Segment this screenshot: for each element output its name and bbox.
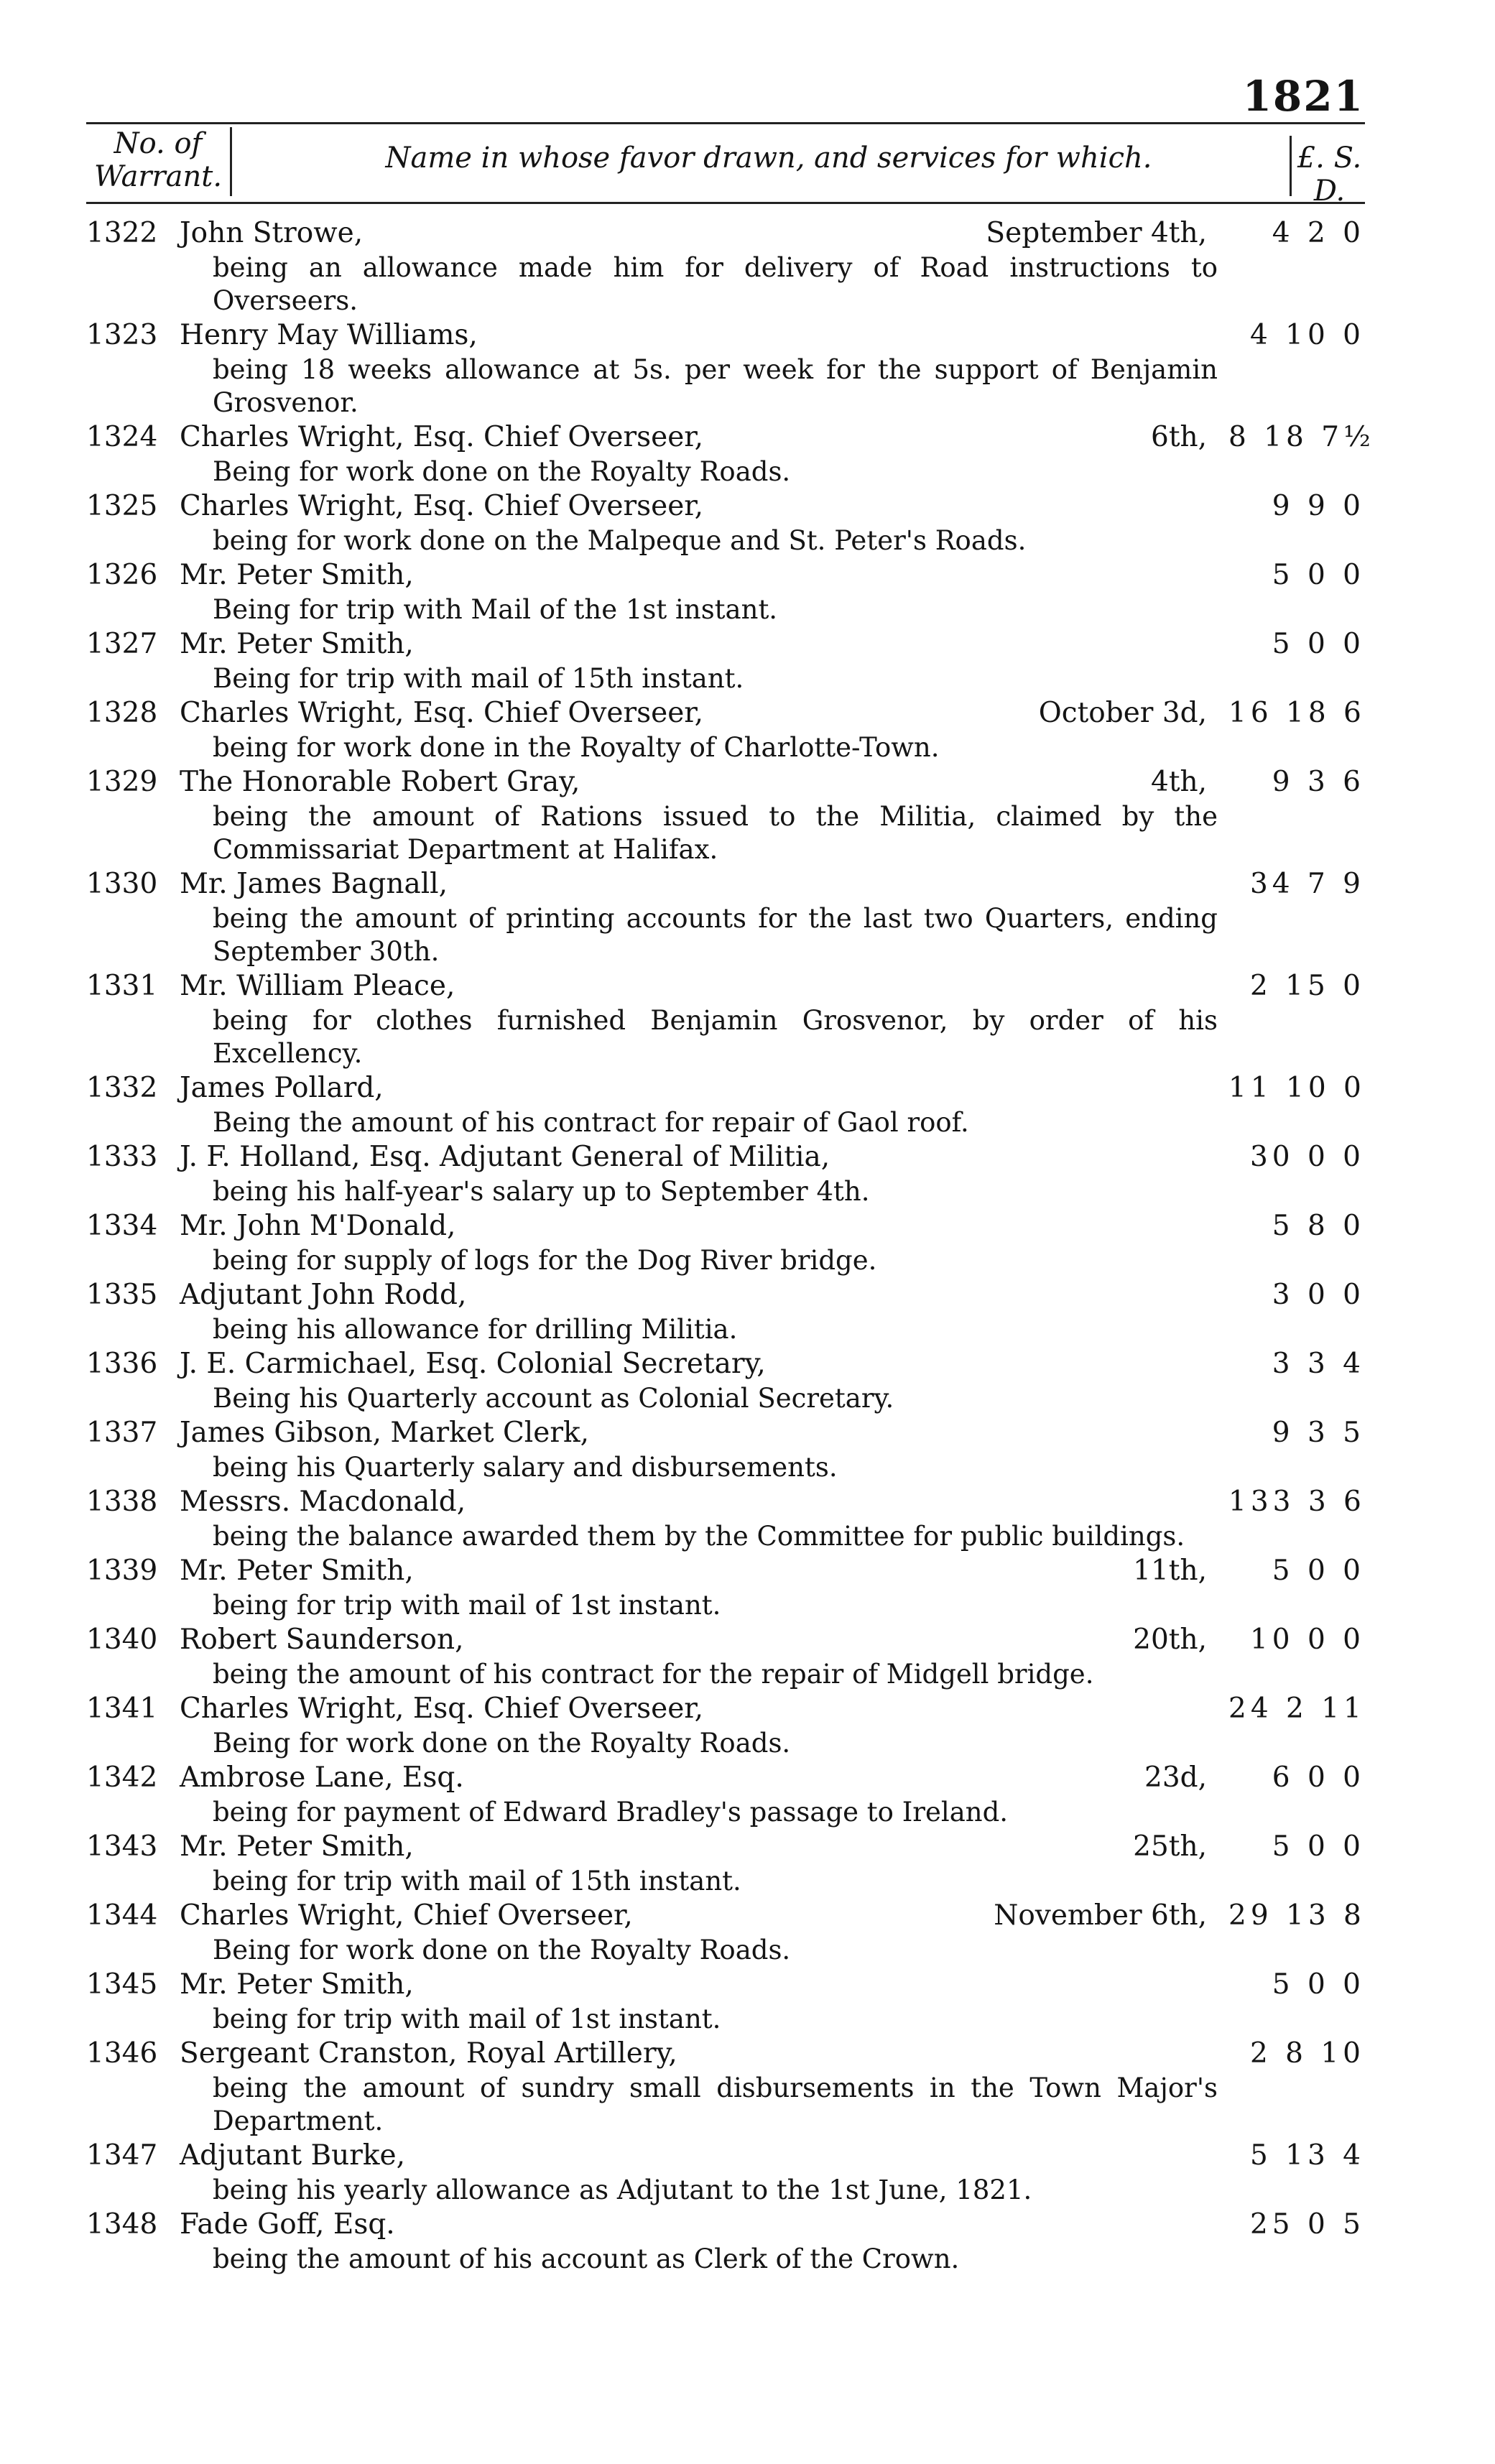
- warrant-date: September 4th,: [986, 217, 1207, 249]
- service-description: being his Quarterly salary and disbursements.: [213, 1452, 838, 1483]
- warrant-amount: 25 0 5: [1249, 2208, 1365, 2241]
- warrant-entry-line: [86, 2138, 1365, 2174]
- warrant-amount: 3 0 0: [1272, 1279, 1365, 1311]
- warrant-entry-line: [86, 2207, 1365, 2243]
- warrant-entry-line: [86, 1898, 1365, 1934]
- warrant-column-header: [86, 127, 232, 196]
- service-description: being for trip with mail of 1st instant.: [213, 1590, 721, 1621]
- service-description: being the amount of sundry small disbursements in the Town Major's Department.: [213, 2072, 1218, 2136]
- payee-name: J. E. Carmichael, Esq. Colonial Secretary,: [180, 1348, 766, 1380]
- warrant-entry-line: [86, 318, 1365, 353]
- warrant-entry: [86, 1898, 1365, 1967]
- warrant-entry: [86, 1691, 1365, 1760]
- warrant-amount: 24 2 11: [1228, 1692, 1366, 1725]
- warrant-number: 1341: [86, 1692, 158, 1725]
- warrant-date: 23d,: [1144, 1761, 1207, 1794]
- warrant-number: 1326: [86, 559, 158, 591]
- warrant-number: 1338: [86, 1486, 158, 1518]
- warrant-number: 1339: [86, 1555, 158, 1587]
- service-description: being for clothes furnished Benjamin Grosvenor, by order of his Excellency.: [213, 1005, 1218, 1069]
- warrant-number: 1345: [86, 1968, 158, 2001]
- warrant-number: 1333: [86, 1141, 158, 1173]
- lsd-column-header: £. S. D.: [1290, 136, 1367, 196]
- service-description: Being for trip with Mail of the 1st instant.: [213, 594, 778, 625]
- warrant-header-line2: Warrant.: [93, 160, 223, 193]
- payee-name: Henry May Williams,: [180, 319, 478, 351]
- service-description: being for work done in the Royalty of Charlotte-Town.: [213, 732, 940, 763]
- warrant-amount: 2 15 0: [1249, 970, 1365, 1002]
- warrant-entry: [86, 216, 1365, 318]
- service-description: being his half-year's salary up to September 4th.: [213, 1176, 870, 1207]
- payee-name: Ambrose Lane, Esq.: [180, 1761, 464, 1794]
- payee-name: Charles Wright, Esq. Chief Overseer,: [180, 421, 704, 453]
- service-description: being the amount of his contract for the repair of Midgell bridge.: [213, 1659, 1094, 1690]
- warrant-amount: 3 3 4: [1272, 1348, 1365, 1380]
- warrant-entry: [86, 1139, 1365, 1208]
- warrant-entry: [86, 1208, 1365, 1277]
- warrant-entry-line: [86, 216, 1365, 251]
- payee-name: Charles Wright, Esq. Chief Overseer,: [180, 1692, 704, 1725]
- warrant-amount: 5 8 0: [1272, 1210, 1365, 1242]
- warrant-date: 25th,: [1133, 1830, 1207, 1863]
- warrant-number: 1340: [86, 1624, 158, 1656]
- warrant-entry-line: [86, 695, 1365, 731]
- payee-name: Charles Wright, Chief Overseer,: [180, 1899, 633, 1932]
- warrant-date: October 3d,: [1038, 697, 1207, 729]
- warrant-entry-line: [86, 2036, 1365, 2072]
- warrant-amount: 5 0 0: [1272, 1555, 1365, 1587]
- warrant-amount: 5 0 0: [1272, 628, 1365, 660]
- warrant-entry: [86, 2036, 1365, 2138]
- service-description: being for payment of Edward Bradley's passage to Ireland.: [213, 1797, 1009, 1828]
- warrant-amount: 5 0 0: [1272, 559, 1365, 591]
- warrant-entry: [86, 488, 1365, 557]
- service-description: being his yearly allowance as Adjutant to the 1st June, 1821.: [213, 2174, 1032, 2205]
- warrant-number: 1331: [86, 970, 158, 1002]
- warrant-entry: [86, 557, 1365, 626]
- warrant-amount: 2 8 10: [1249, 2037, 1365, 2070]
- warrant-amount: 4 2 0: [1272, 217, 1365, 249]
- warrant-number: 1327: [86, 628, 158, 660]
- payee-name: Adjutant Burke,: [180, 2139, 405, 2172]
- warrant-entry: [86, 866, 1365, 968]
- warrant-entry: [86, 318, 1365, 420]
- payee-name: Mr. James Bagnall,: [180, 868, 448, 900]
- warrant-entry: [86, 2138, 1365, 2207]
- warrant-number: 1323: [86, 319, 158, 351]
- warrant-amount: 5 0 0: [1272, 1830, 1365, 1863]
- warrant-amount: 29 13 8: [1228, 1899, 1366, 1932]
- warrant-amount: 5 13 4: [1249, 2139, 1365, 2172]
- warrant-entry-line: [86, 1967, 1365, 2003]
- warrant-amount: 5 0 0: [1272, 1968, 1365, 2001]
- payee-name: James Gibson, Market Clerk,: [180, 1417, 590, 1449]
- payee-name: Sergeant Cranston, Royal Artillery,: [180, 2037, 677, 2070]
- payee-name: J. F. Holland, Esq. Adjutant General of Militia,: [180, 1141, 830, 1173]
- warrant-number: 1325: [86, 490, 158, 522]
- warrant-number: 1328: [86, 697, 158, 729]
- warrant-entry-line: [86, 1484, 1365, 1520]
- warrant-entry-line: [86, 1760, 1365, 1796]
- payee-name: Messrs. Macdonald,: [180, 1486, 466, 1518]
- warrant-amount: 34 7 9: [1249, 868, 1365, 900]
- payee-name: Mr. John M'Donald,: [180, 1210, 456, 1242]
- payee-name: Robert Saunderson,: [180, 1624, 464, 1656]
- service-description: being for trip with mail of 1st instant.: [213, 2004, 721, 2034]
- warrant-entry-line: [86, 420, 1375, 455]
- warrant-entry-line: [86, 1139, 1365, 1175]
- warrant-entry-line: [86, 1346, 1365, 1382]
- warrant-entry-line: [86, 968, 1365, 1004]
- warrant-entry-line: [86, 1553, 1365, 1589]
- warrant-entry-line: [86, 1070, 1365, 1106]
- warrant-entry: [86, 1070, 1365, 1139]
- service-description: Being for work done on the Royalty Roads.: [213, 1728, 791, 1759]
- warrant-number: 1343: [86, 1830, 158, 1863]
- warrant-amount: 133 3 6: [1228, 1486, 1366, 1518]
- warrant-number: 1344: [86, 1899, 158, 1932]
- warrant-entry-line: [86, 1691, 1365, 1727]
- payee-name: Mr. Peter Smith,: [180, 1968, 414, 2001]
- payee-name: Mr. Peter Smith,: [180, 628, 414, 660]
- payee-name: John Strowe,: [180, 217, 364, 249]
- service-description: being the balance awarded them by the Committee for public buildings.: [213, 1521, 1185, 1552]
- warrant-date: November 6th,: [994, 1899, 1207, 1932]
- service-description: being the amount of Rations issued to the Militia, claimed by the Commissariat Department at Halifax.: [213, 801, 1218, 865]
- service-description: Being for work done on the Royalty Roads.: [213, 456, 791, 487]
- warrant-date: 4th,: [1151, 766, 1207, 798]
- warrant-list: [86, 216, 1375, 2276]
- warrant-entry: [86, 1553, 1365, 1622]
- payee-name: Mr. William Pleace,: [180, 970, 455, 1002]
- warrant-entry: [86, 1622, 1365, 1691]
- warrant-entry: [86, 420, 1375, 488]
- warrant-entry: [86, 2207, 1365, 2276]
- warrant-number: 1332: [86, 1072, 158, 1104]
- payee-name: Mr. Peter Smith,: [180, 1830, 414, 1863]
- warrant-entry: [86, 764, 1365, 866]
- payee-name: Adjutant John Rodd,: [180, 1279, 467, 1311]
- payee-name: Fade Goff, Esq.: [180, 2208, 395, 2241]
- warrant-header-line1: No. of: [114, 127, 203, 160]
- service-description: being for trip with mail of 15th instant.: [213, 1866, 741, 1896]
- warrant-number: 1346: [86, 2037, 158, 2070]
- service-description: being 18 weeks allowance at 5s. per week for the support of Benjamin Grosvenor.: [213, 354, 1218, 418]
- warrant-date: 20th,: [1133, 1624, 1207, 1656]
- warrant-number: 1335: [86, 1279, 158, 1311]
- service-description: Being his Quarterly account as Colonial Secretary.: [213, 1383, 894, 1414]
- warrant-entry: [86, 1760, 1365, 1829]
- warrant-number: 1322: [86, 217, 158, 249]
- warrant-number: 1348: [86, 2208, 158, 2241]
- warrant-number: 1329: [86, 766, 158, 798]
- warrant-entry-line: [86, 1622, 1365, 1658]
- service-description: being an allowance made him for delivery of Road instructions to Overseers.: [213, 252, 1218, 316]
- service-description: being for work done on the Malpeque and St. Peter's Roads.: [213, 525, 1027, 556]
- service-description: being the amount of his account as Clerk of the Crown.: [213, 2243, 960, 2274]
- name-column-header: Name in whose favor drawn, and services for which.: [385, 142, 1152, 175]
- warrant-entry-line: [86, 488, 1365, 524]
- payee-name: The Honorable Robert Gray,: [180, 766, 580, 798]
- warrant-number: 1337: [86, 1417, 158, 1449]
- service-description: being for supply of logs for the Dog River bridge.: [213, 1245, 877, 1276]
- service-description: being the amount of printing accounts for the last two Quarters, ending September 30th.: [213, 903, 1218, 967]
- warrant-date: 11th,: [1133, 1555, 1207, 1587]
- warrant-entry: [86, 968, 1365, 1070]
- page-year: 1821: [1242, 72, 1364, 121]
- warrant-entry-line: [86, 626, 1365, 662]
- warrant-amount: 6 0 0: [1272, 1761, 1365, 1794]
- service-description: Being for trip with mail of 15th instant.: [213, 663, 744, 694]
- warrant-entry: [86, 1829, 1365, 1898]
- warrant-number: 1336: [86, 1348, 158, 1380]
- warrant-amount: 9 9 0: [1272, 490, 1365, 522]
- warrant-entry: [86, 1277, 1365, 1346]
- warrant-amount: 30 0 0: [1249, 1141, 1365, 1173]
- warrant-entry: [86, 1967, 1365, 2036]
- warrant-entry: [86, 695, 1365, 764]
- warrant-amount: 11 10 0: [1228, 1072, 1366, 1104]
- column-header: [86, 122, 1365, 208]
- warrant-entry-line: [86, 1277, 1365, 1313]
- warrant-entry: [86, 1484, 1365, 1553]
- payee-name: Charles Wright, Esq. Chief Overseer,: [180, 697, 704, 729]
- warrant-amount: 10 0 0: [1249, 1624, 1365, 1656]
- warrant-number: 1330: [86, 868, 158, 900]
- warrant-number: 1347: [86, 2139, 158, 2172]
- warrant-entry-line: [86, 557, 1365, 593]
- warrant-entry-line: [86, 866, 1365, 902]
- payee-name: James Pollard,: [180, 1072, 384, 1104]
- warrant-number: 1324: [86, 421, 158, 453]
- warrant-date: 6th,: [1151, 421, 1207, 453]
- payee-name: Charles Wright, Esq. Chief Overseer,: [180, 490, 704, 522]
- warrant-amount: 16 18 6: [1228, 697, 1366, 729]
- warrant-entry-line: [86, 764, 1365, 800]
- warrant-entry: [86, 626, 1365, 695]
- warrant-entry: [86, 1415, 1365, 1484]
- payee-name: Mr. Peter Smith,: [180, 559, 414, 591]
- warrant-amount: 8 18 7½: [1228, 421, 1375, 453]
- warrant-entry-line: [86, 1415, 1365, 1451]
- warrant-number: 1342: [86, 1761, 158, 1794]
- warrant-amount: 9 3 5: [1272, 1417, 1365, 1449]
- service-description: Being for work done on the Royalty Roads.: [213, 1935, 791, 1965]
- warrant-amount: 4 10 0: [1249, 319, 1365, 351]
- payee-name: Mr. Peter Smith,: [180, 1555, 414, 1587]
- warrant-number: 1334: [86, 1210, 158, 1242]
- warrant-amount: 9 3 6: [1272, 766, 1365, 798]
- warrant-entry-line: [86, 1208, 1365, 1244]
- warrant-entry: [86, 1346, 1365, 1415]
- service-description: Being the amount of his contract for repair of Gaol roof.: [213, 1107, 969, 1138]
- service-description: being his allowance for drilling Militia.: [213, 1314, 738, 1345]
- warrant-entry-line: [86, 1829, 1365, 1865]
